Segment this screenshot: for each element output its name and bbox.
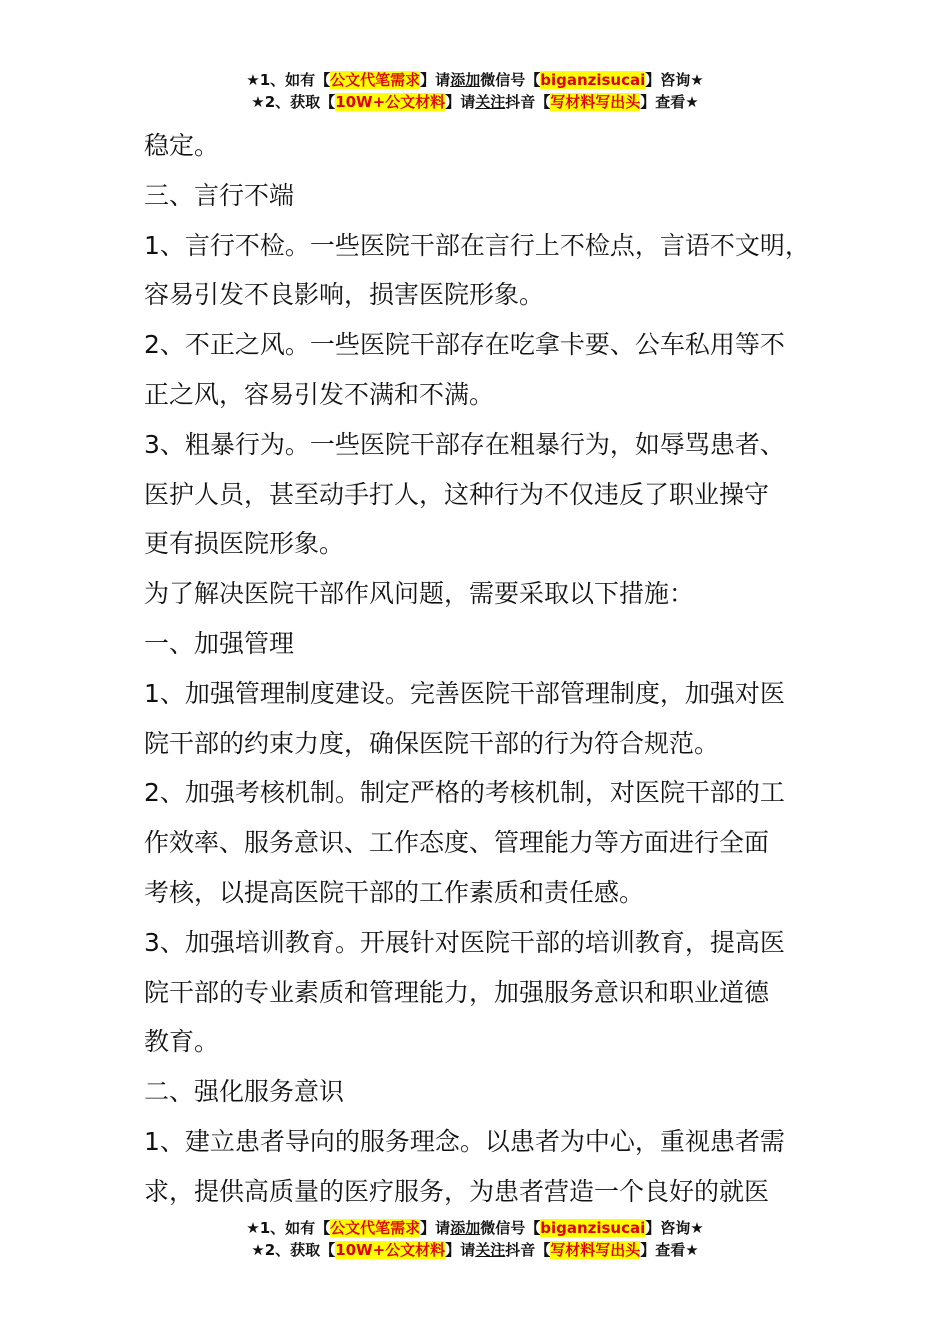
highlight-text: 10W+公文材料 (335, 93, 446, 111)
paragraph-line: 求，提供高质量的医疗服务，为患者营造一个良好的就医 (144, 1176, 770, 1206)
highlight-text: 10W+公文材料 (335, 1241, 446, 1259)
paragraph-line: 容易引发不良影响，损害医院形象。 (144, 280, 545, 310)
underlined-text: 添加 (450, 71, 481, 89)
banner-text: ★1、如有【 (246, 71, 331, 89)
banner-text: 微信号【 (480, 71, 541, 89)
paragraph-line: 1、建立患者导向的服务理念。以患者为中心，重视患者需 (144, 1126, 785, 1156)
banner-text: 】查看★ (640, 1241, 699, 1259)
banner-text: ★2、获取【 (251, 1241, 336, 1259)
banner-text: 微信号【 (480, 1219, 541, 1237)
footer-banner (0, 1217, 950, 1261)
paragraph-line: 3、加强培训教育。开展针对医院干部的培训教育，提高医 (144, 927, 785, 957)
paragraph-line: 为了解决医院干部作风问题，需要采取以下措施： (144, 579, 695, 609)
paragraph-line: 作效率、服务意识、工作态度、管理能力等方面进行全面 (144, 828, 770, 858)
banner-text: 抖音【 (505, 93, 551, 111)
paragraph-line: 1、言行不检。一些医院干部在言行上不检点，言语不文明， (144, 230, 810, 260)
paragraph-line: 教育。 (144, 1027, 220, 1057)
banner-line-1 (0, 1217, 950, 1239)
paragraph-line: 更有损医院形象。 (144, 529, 345, 559)
banner-text: 抖音【 (505, 1241, 551, 1259)
paragraph-line: 院干部的约束力度，确保医院干部的行为符合规范。 (144, 728, 720, 758)
banner-text: 】咨询★ (645, 71, 704, 89)
section-heading: 三、言行不端 (144, 180, 295, 210)
paragraph-line: 稳定。 (144, 131, 220, 160)
paragraph-line: 院干部的专业素质和管理能力，加强服务意识和职业道德 (144, 977, 770, 1007)
paragraph-line: 3、粗暴行为。一些医院干部存在粗暴行为，如辱骂患者、 (144, 429, 785, 459)
banner-text: 】请 (445, 93, 476, 111)
paragraph-line: 1、加强管理制度建设。完善医院干部管理制度，加强对医 (144, 678, 785, 708)
paragraph-line: 2、加强考核机制。制定严格的考核机制，对医院干部的工 (144, 778, 785, 808)
document-body (144, 121, 834, 1217)
paragraph-line: 2、不正之风。一些医院干部存在吃拿卡要、公车私用等不 (144, 330, 785, 360)
section-heading: 一、加强管理 (144, 628, 295, 658)
banner-text: ★2、获取【 (251, 93, 336, 111)
highlight-text: 公文代笔需求 (330, 71, 421, 89)
underlined-text: 关注 (475, 1241, 506, 1259)
underlined-text: 添加 (450, 1219, 481, 1237)
highlight-wechat-id: biganzisucai (540, 1219, 646, 1237)
header-banner (0, 69, 950, 113)
banner-text: 】请 (420, 71, 451, 89)
highlight-douyin-name: 写材料写出头 (550, 93, 641, 111)
banner-text: 】请 (445, 1241, 476, 1259)
banner-line-2 (0, 91, 950, 113)
highlight-douyin-name: 写材料写出头 (550, 1241, 641, 1259)
banner-text: ★1、如有【 (246, 1219, 331, 1237)
banner-line-2 (0, 1239, 950, 1261)
section-heading: 二、强化服务意识 (144, 1077, 345, 1107)
paragraph-line: 正之风，容易引发不满和不满。 (144, 379, 495, 409)
underlined-text: 关注 (475, 93, 506, 111)
banner-line-1 (0, 69, 950, 91)
paragraph-line: 考核，以提高医院干部的工作素质和责任感。 (144, 877, 645, 907)
paragraph-line: 医护人员，甚至动手打人，这种行为不仅违反了职业操守 (144, 479, 770, 509)
highlight-wechat-id: biganzisucai (540, 71, 646, 89)
banner-text: 】咨询★ (645, 1219, 704, 1237)
banner-text: 】请 (420, 1219, 451, 1237)
highlight-text: 公文代笔需求 (330, 1219, 421, 1237)
banner-text: 】查看★ (640, 93, 699, 111)
